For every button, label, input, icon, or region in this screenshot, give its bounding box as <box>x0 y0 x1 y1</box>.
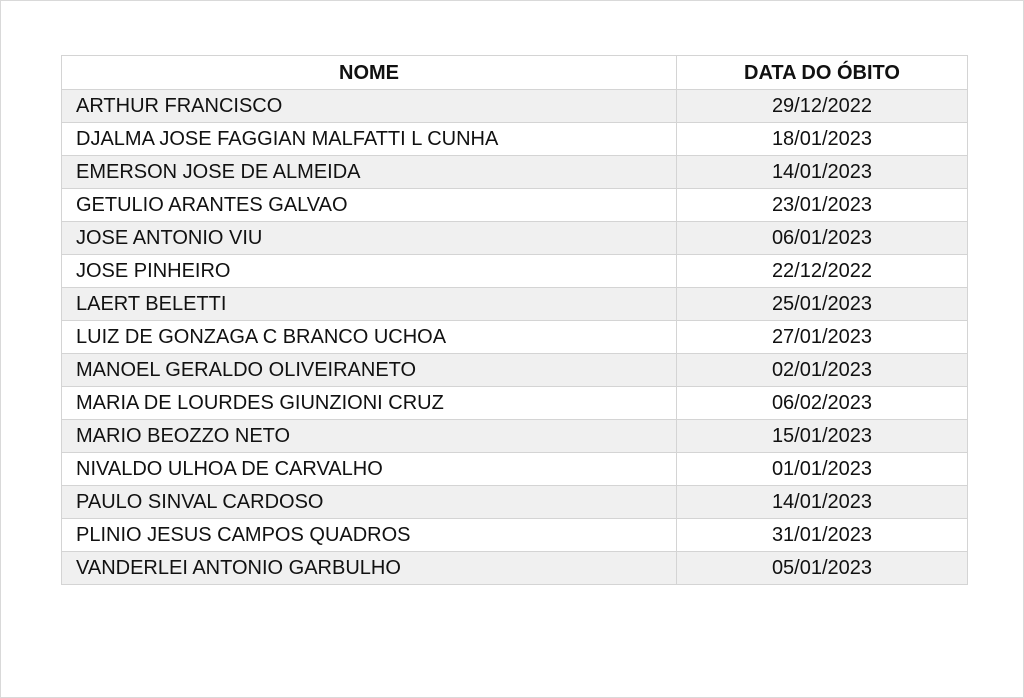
date-cell: 14/01/2023 <box>677 486 968 519</box>
date-cell: 15/01/2023 <box>677 420 968 453</box>
name-cell: DJALMA JOSE FAGGIAN MALFATTI L CUNHA <box>62 123 677 156</box>
name-cell: EMERSON JOSE DE ALMEIDA <box>62 156 677 189</box>
table-row <box>62 420 968 453</box>
column-header-name: NOME <box>62 56 677 90</box>
date-cell: 25/01/2023 <box>677 288 968 321</box>
date-cell: 23/01/2023 <box>677 189 968 222</box>
header-row <box>62 56 968 90</box>
date-cell: 29/12/2022 <box>677 90 968 123</box>
name-cell: GETULIO ARANTES GALVAO <box>62 189 677 222</box>
name-cell: LAERT BELETTI <box>62 288 677 321</box>
table-row <box>62 321 968 354</box>
name-cell: MARIA DE LOURDES GIUNZIONI CRUZ <box>62 387 677 420</box>
column-header-date: DATA DO ÓBITO <box>677 56 968 90</box>
name-cell: ARTHUR FRANCISCO <box>62 90 677 123</box>
table-row <box>62 387 968 420</box>
table-row <box>62 552 968 585</box>
table-row <box>62 189 968 222</box>
table-row <box>62 453 968 486</box>
table-header <box>62 56 968 90</box>
name-cell: JOSE ANTONIO VIU <box>62 222 677 255</box>
table-body <box>62 90 968 585</box>
name-cell: MANOEL GERALDO OLIVEIRANETO <box>62 354 677 387</box>
name-cell: NIVALDO ULHOA DE CARVALHO <box>62 453 677 486</box>
table-row <box>62 255 968 288</box>
name-cell: PAULO SINVAL CARDOSO <box>62 486 677 519</box>
name-cell: PLINIO JESUS CAMPOS QUADROS <box>62 519 677 552</box>
date-cell: 18/01/2023 <box>677 123 968 156</box>
table-row <box>62 222 968 255</box>
table-row <box>62 288 968 321</box>
date-cell: 02/01/2023 <box>677 354 968 387</box>
date-cell: 05/01/2023 <box>677 552 968 585</box>
name-cell: LUIZ DE GONZAGA C BRANCO UCHOA <box>62 321 677 354</box>
name-cell: VANDERLEI ANTONIO GARBULHO <box>62 552 677 585</box>
name-cell: JOSE PINHEIRO <box>62 255 677 288</box>
name-cell: MARIO BEOZZO NETO <box>62 420 677 453</box>
table-row <box>62 123 968 156</box>
table-row <box>62 90 968 123</box>
table-row <box>62 354 968 387</box>
date-cell: 14/01/2023 <box>677 156 968 189</box>
date-cell: 06/02/2023 <box>677 387 968 420</box>
date-cell: 06/01/2023 <box>677 222 968 255</box>
deaths-table <box>61 55 968 585</box>
table-row <box>62 519 968 552</box>
date-cell: 31/01/2023 <box>677 519 968 552</box>
table-row <box>62 156 968 189</box>
date-cell: 27/01/2023 <box>677 321 968 354</box>
date-cell: 22/12/2022 <box>677 255 968 288</box>
table-row <box>62 486 968 519</box>
date-cell: 01/01/2023 <box>677 453 968 486</box>
